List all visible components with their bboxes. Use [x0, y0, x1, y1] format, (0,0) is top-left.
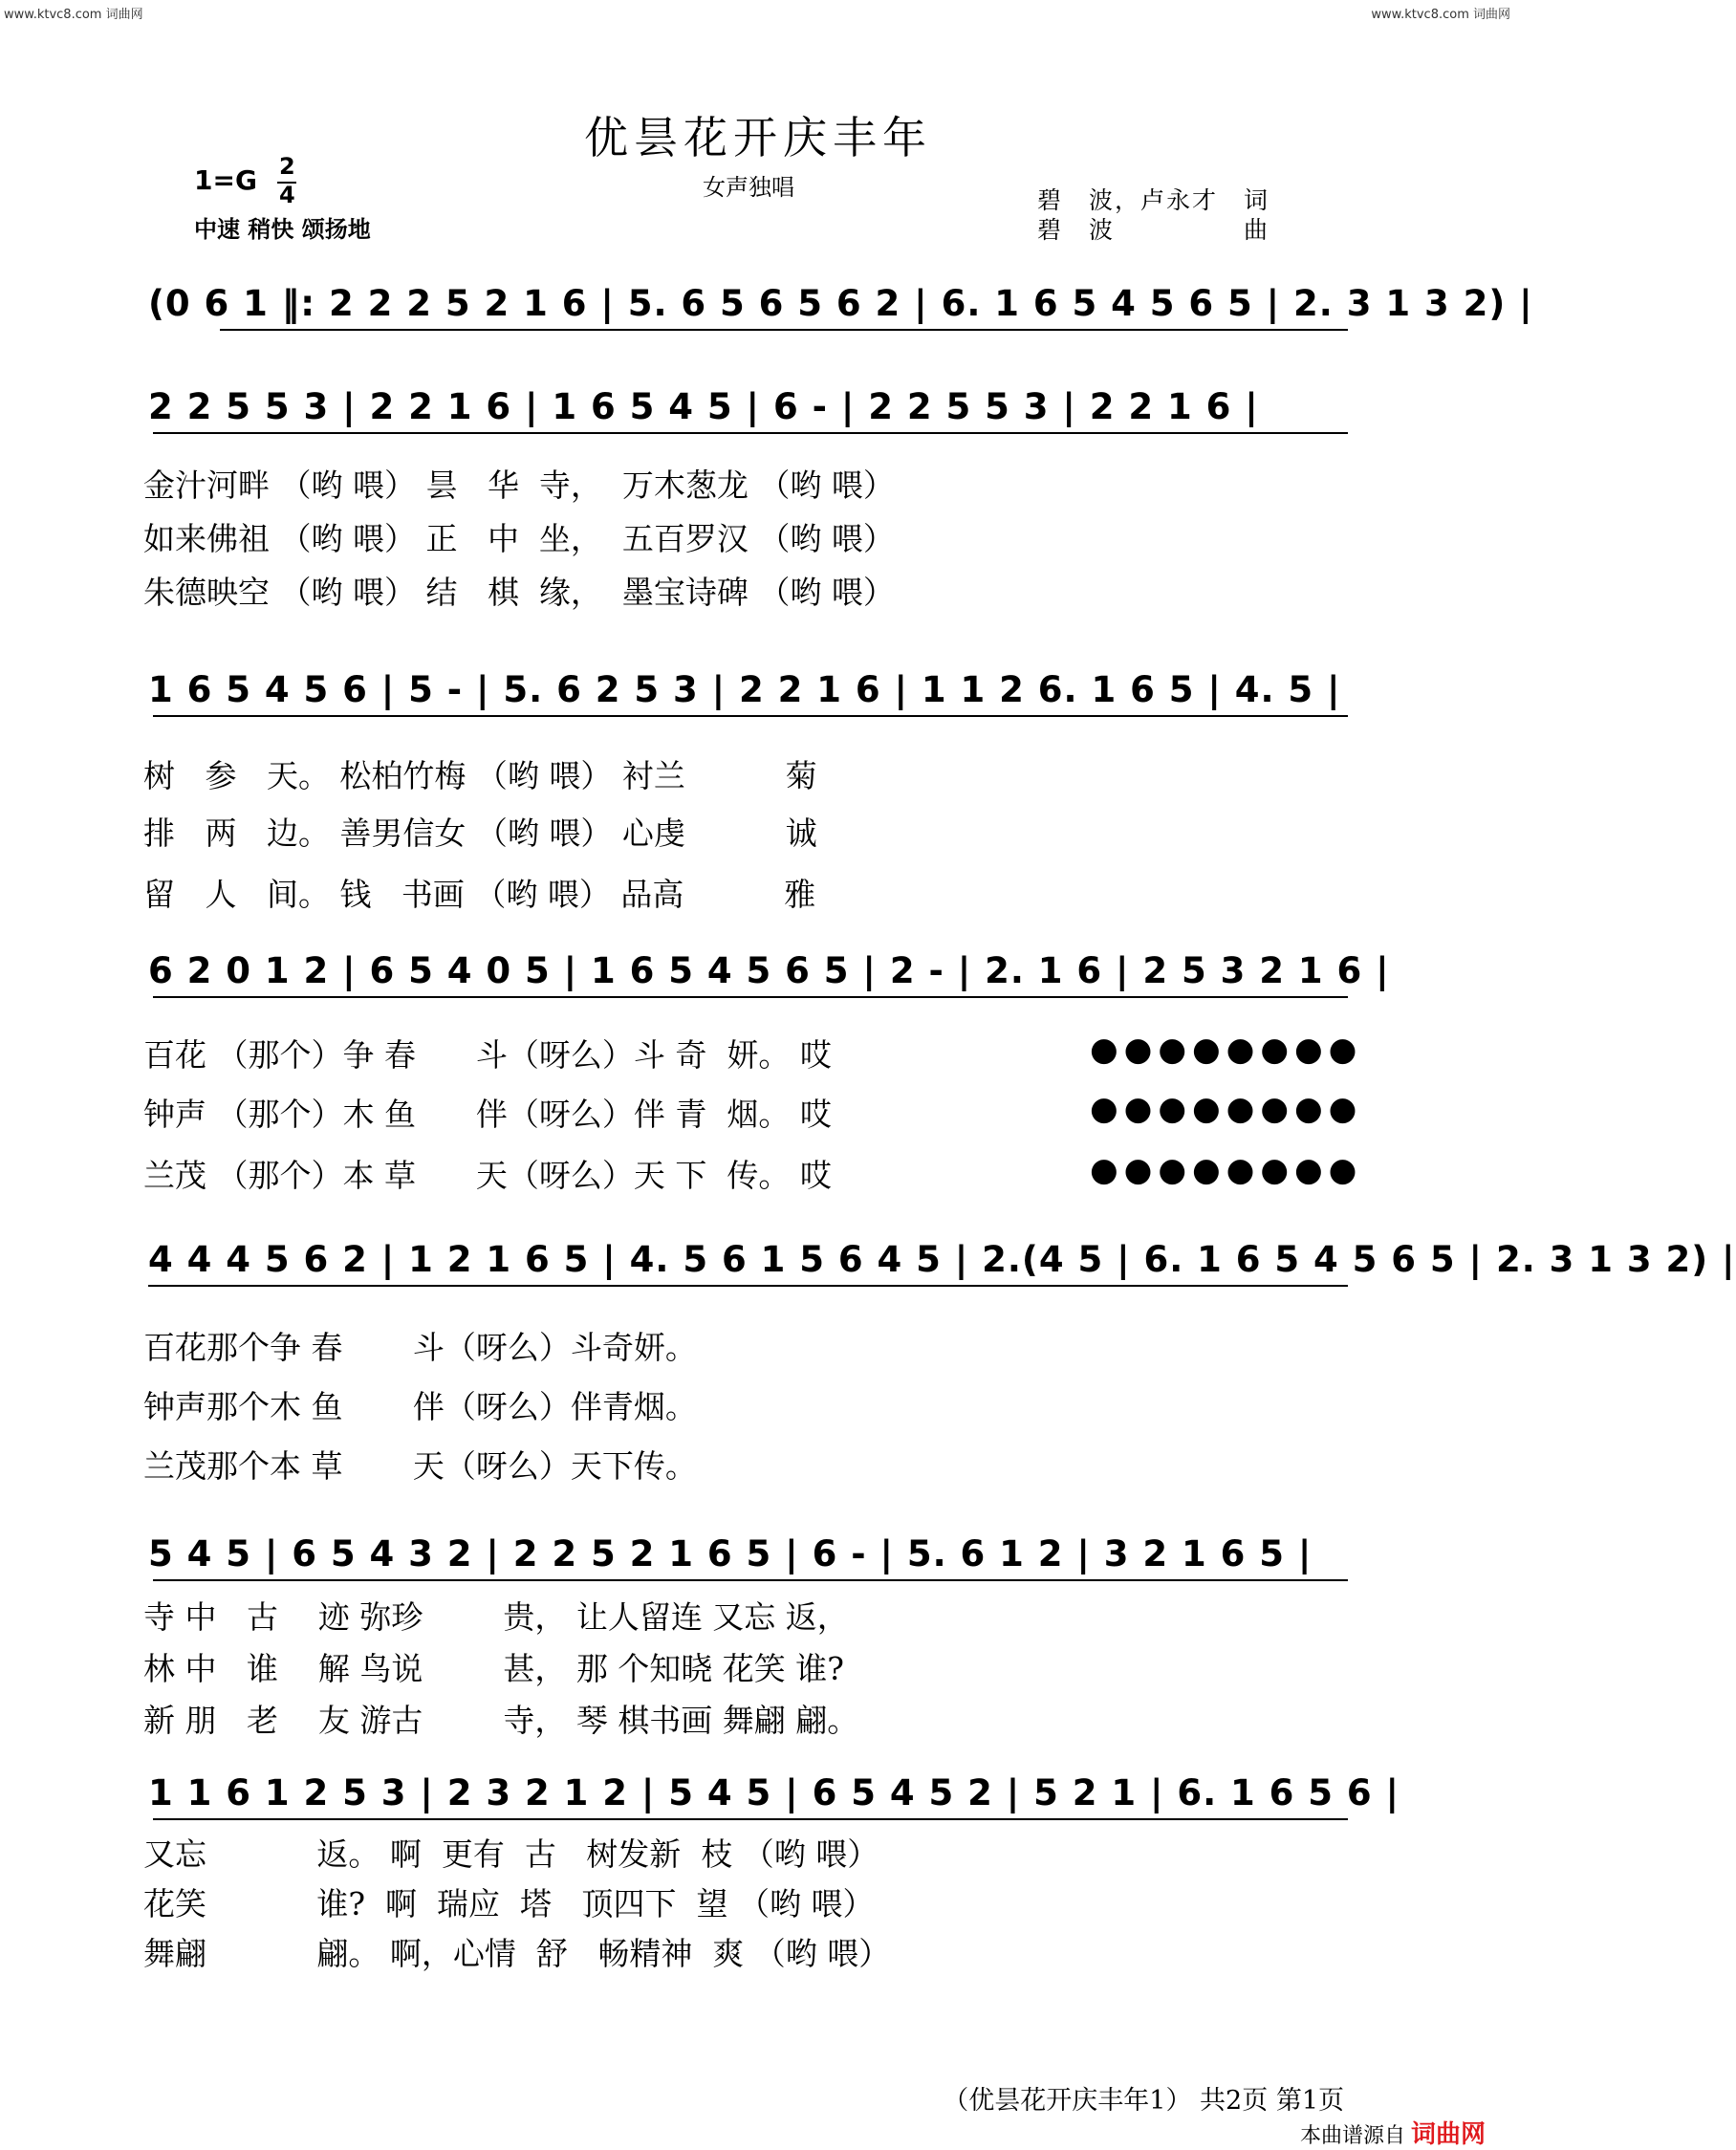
melisma-dots: ●●●●●●●●: [1090, 1090, 1363, 1128]
underline-beam: [220, 329, 1348, 331]
lyric-line: 兰茂 （那个）本 草 天（呀么）天 下 传。 哎: [143, 1157, 832, 1194]
lyric-line: 钟声 （那个）木 鱼 伴（呀么）伴 青 烟。 哎: [143, 1096, 832, 1133]
lyric-line: 树 参 天。 松柏竹梅 （哟 喂） 衬兰 菊: [143, 757, 817, 794]
notation-system-3: 1 6 5 4 5 6 | 5 - | 5. 6 2 5 3 | 2 2 1 6 | 1 1 2 6. 1 6 5 | 4. 5 |: [148, 669, 1341, 710]
lyric-line: 舞翩 翩。 啊，心情 舒 畅精神 爽 （哟 喂）: [143, 1935, 891, 1972]
time-signature-bottom: 4: [279, 182, 295, 208]
notation-system-2: 2 2 5 5 3 | 2 2 1 6 | 1 6 5 4 5 | 6 - | 2 2 5 5 3 | 2 2 1 6 |: [148, 386, 1259, 427]
lyric-line: 新 朋 老 友 游古 寺， 琴 棋书画 舞翩 翩。: [143, 1702, 859, 1739]
notation-system-5: 4 4 4 5 6 2 | 1 2 1 6 5 | 4. 5 6 1 5 6 4 5 | 2.(4 5 | 6. 1 6 5 4 5 6 5 | 2. 3 1 3 2) |: [148, 1239, 1736, 1280]
underline-beam: [153, 1818, 1348, 1820]
lyric-line: 兰茂那个本 草 天（呀么）天下传。: [143, 1447, 697, 1485]
lyric-line: 排 两 边。 善男信女 （哟 喂） 心虔 诚: [143, 814, 817, 852]
underline-beam: [153, 996, 1348, 998]
lyric-line: 又忘 返。 啊 更有 古 树发新 枝 （哟 喂）: [143, 1835, 879, 1873]
lyric-line: 金汁河畔 （哟 喂） 昙 华 寺， 万木葱龙 （哟 喂）: [143, 467, 895, 504]
lyric-line: 百花 （那个）争 春 斗（呀么）斗 奇 妍。 哎: [143, 1036, 832, 1074]
page-footer: （优昙花开庆丰年1） 共2页 第1页: [943, 2086, 1344, 2116]
lyric-line: 花笑 谁? 啊 瑞应 塔 顶四下 望 （哟 喂）: [143, 1885, 875, 1922]
watermark-right: www.ktvc8.com 词曲网: [1371, 8, 1510, 22]
lyric-line: 林 中 谁 解 鸟说 甚， 那 个知晓 花笑 谁?: [143, 1650, 844, 1687]
source-brand: [1300, 2115, 1486, 2150]
lyric-line: 钟声那个木 鱼 伴（呀么）伴青烟。: [143, 1388, 697, 1425]
lyricist-credit: 碧 波，卢永才 词: [1037, 186, 1270, 214]
lyric-line: 寺 中 古 迹 弥珍 贵， 让人留连 又忘 返，: [143, 1598, 849, 1636]
lyric-line: 留 人 间。 钱 书画 （哟 喂） 品高 雅: [143, 876, 816, 913]
page-title: 优昙花开庆丰年: [584, 112, 932, 163]
notation-system-4: 6 2 0 1 2 | 6 5 4 0 5 | 1 6 5 4 5 6 5 | 2 - | 2. 1 6 | 2 5 3 2 1 6 |: [148, 950, 1390, 991]
melisma-dots: ●●●●●●●●: [1090, 1031, 1363, 1069]
brand-text: 本曲谱源自: [1300, 2124, 1406, 2148]
subtitle: 女声独唱: [703, 174, 794, 201]
composer-credit: 碧 波 曲: [1037, 216, 1270, 244]
lyric-line: 如来佛祖 （哟 喂） 正 中 坐， 五百罗汉 （哟 喂）: [143, 520, 895, 557]
lyric-line: 百花那个争 春 斗（呀么）斗奇妍。: [143, 1329, 697, 1366]
underline-beam: [148, 1285, 1348, 1287]
key-signature: 1=G: [194, 164, 257, 196]
time-signature-top: 2: [279, 153, 295, 180]
notation-system-1: (0 6 1 ‖: 2 2 2 5 2 1 6 | 5. 6 5 6 5 6 2 | 6. 1 6 5 4 5 6 5 | 2. 3 1 3 2) |: [148, 283, 1533, 324]
watermark-left: www.ktvc8.com 词曲网: [4, 8, 143, 22]
melisma-dots: ●●●●●●●●: [1090, 1151, 1363, 1189]
lyric-line: 朱德映空 （哟 喂） 结 棋 缘， 墨宝诗碑 （哟 喂）: [143, 574, 895, 611]
underline-beam: [153, 1579, 1348, 1581]
notation-system-6: 5 4 5 | 6 5 4 3 2 | 2 2 5 2 1 6 5 | 6 - | 5. 6 1 2 | 3 2 1 6 5 |: [148, 1533, 1313, 1574]
tempo-marking: 中速 稍快 颂扬地: [194, 216, 371, 243]
underline-beam: [153, 432, 1348, 434]
notation-system-7: 1 1 6 1 2 5 3 | 2 3 2 1 2 | 5 4 5 | 6 5 4 5 2 | 5 2 1 | 6. 1 6 5 6 |: [148, 1772, 1400, 1813]
underline-beam: [153, 715, 1348, 717]
brand-name: 词曲网: [1411, 2120, 1486, 2149]
